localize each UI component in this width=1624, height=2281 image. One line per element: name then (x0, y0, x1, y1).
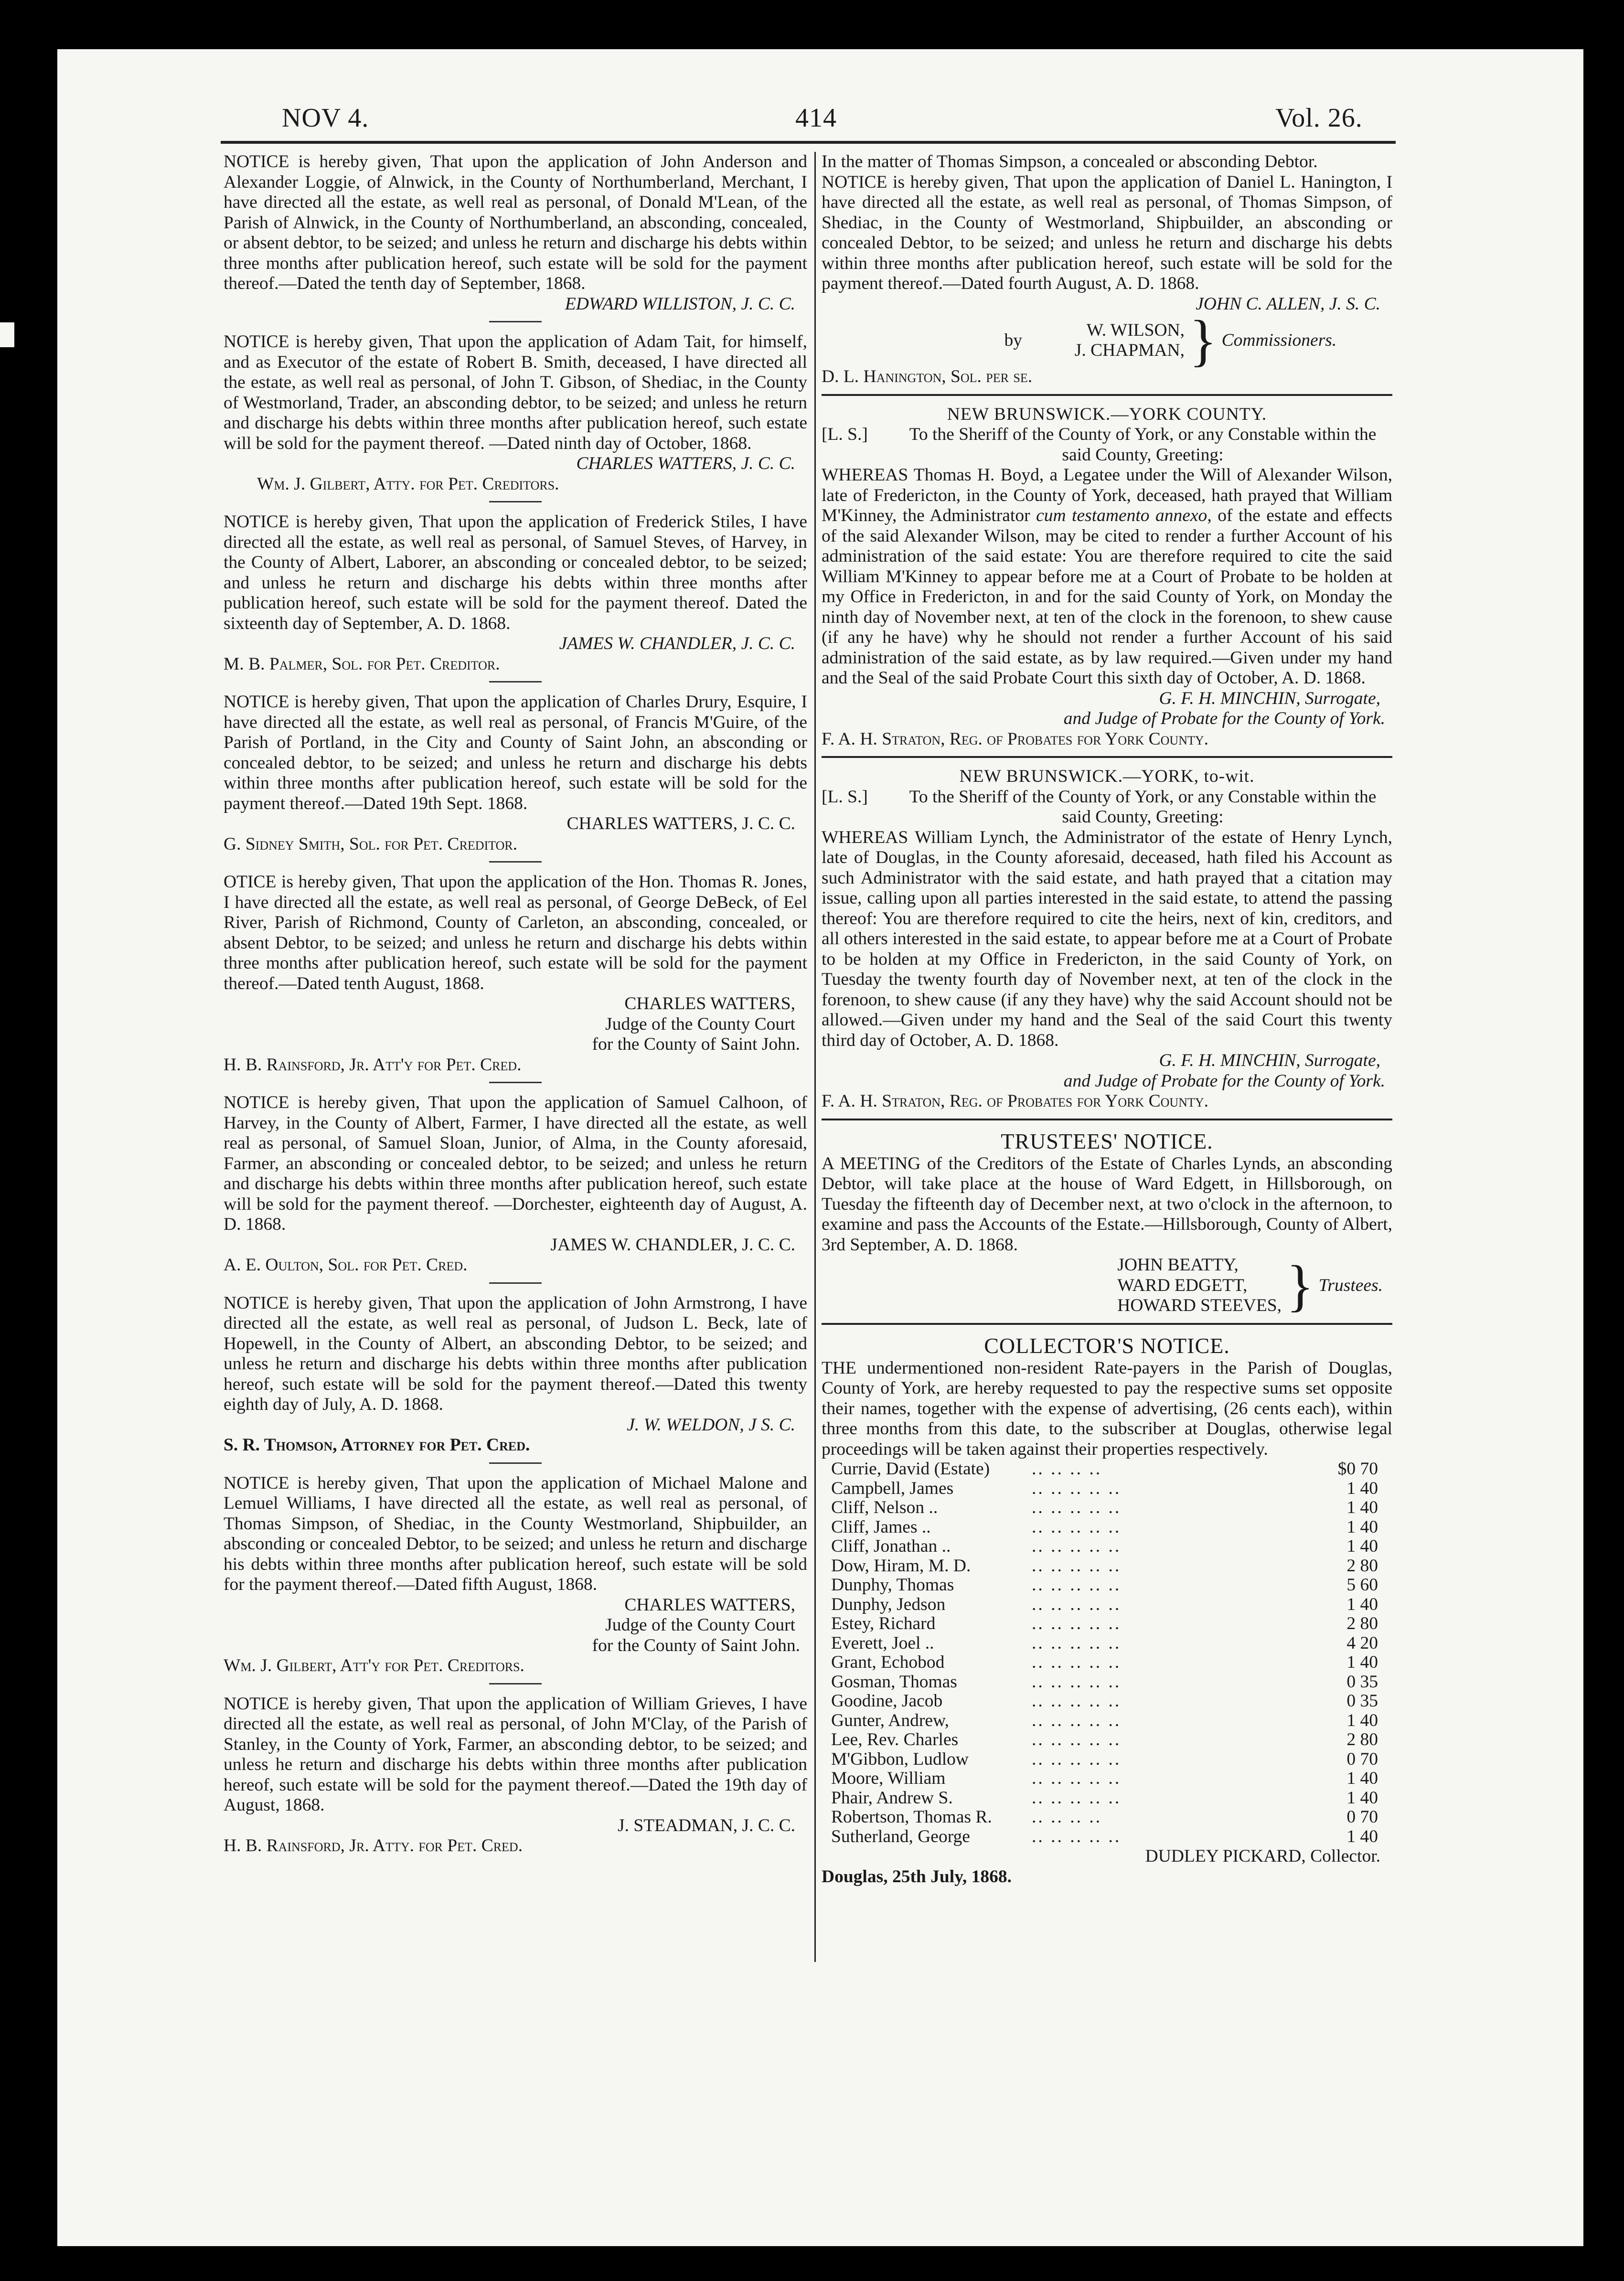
leader-dots: .. .. .. .. .. (1032, 1769, 1122, 1788)
commissioner-name: J. CHAPMAN, (1074, 341, 1185, 360)
amount: 5 60 (1346, 1575, 1378, 1595)
table-row (822, 1634, 1392, 1653)
leader-dots: .. .. .. .. .. (1032, 1498, 1122, 1517)
separator-rule (489, 501, 542, 502)
amount: 1 40 (1346, 1478, 1378, 1498)
notice-simpson (822, 152, 1392, 387)
notice-body: NOTICE is hereby given, That upon the application of Frederick Stiles, I have directed all the estate, as well real as personal, of Samuel Steves, of Harvey, in the County of Albert, Laborer, an absconding or concealed debtor, to be seized; and unless he return and discharge his debts within three months after publication hereof, such estate will be sold for the payment thereof. Dated the sixteenth day of September, A. D. 1868. (224, 512, 807, 633)
amount: 0 35 (1346, 1672, 1378, 1692)
ratepayer-name: M'Gibbon, Ludlow (831, 1749, 969, 1769)
notice-signature: CHARLES WATTERS, (624, 994, 795, 1013)
commissioner-names (1041, 320, 1185, 361)
separator-rule (489, 1683, 542, 1684)
greeting-block (822, 425, 1392, 465)
leader-dots: .. .. .. .. .. (1032, 1710, 1122, 1730)
leader-dots: .. .. .. .. .. (1032, 1556, 1122, 1576)
notice-signature: JAMES W. CHANDLER, J. C. C. (559, 634, 795, 653)
place-date: Douglas, 25th July, 1868. (822, 1866, 1012, 1887)
notice-body: NOTICE is hereby given, That upon the application of Charles Drury, Esquire, I have directed all the estate, as well real as personal, of Francis M'Guire, of the Parish of Portland, in the City and County of Saint John, an absconding or concealed debtor, to be seized; and unless he return and discharge his debts within three months after publication hereof, such estate will be sold for the payment thereof.—Dated 19th Sept. 1868. (224, 692, 807, 813)
ratepayer-name: Dunphy, Jedson (831, 1594, 946, 1614)
attorney-line: Wm. J. Gilbert, Att'y for Pet. Creditors. (224, 1656, 524, 1675)
amount: 4 20 (1346, 1633, 1378, 1653)
ratepayer-name: Sutherland, George (831, 1826, 970, 1846)
notice-heading: NEW BRUNSWICK.—YORK COUNTY. (947, 404, 1267, 424)
notice-grieves (224, 1694, 807, 1856)
trustee-name: WARD EDGETT, (1117, 1275, 1248, 1295)
amount: 1 40 (1346, 1517, 1378, 1537)
notice-body: OTICE is hereby given, That upon the application of the Hon. Thomas R. Jones, I have directed all the estate, as well real as personal, of George DeBeck, of Eel River, Parish of Richmond, County of Carleton, an absconding, concealed, or absent Debtor, to be seized; and unless he return and discharge his debts within three months after publication hereof, such estate will be sold for the payment thereof.—Dated tenth August, 1868. (224, 872, 807, 993)
amount: 2 80 (1346, 1614, 1378, 1633)
notice-body: WHEREAS William Lynch, the Administrator of the estate of Henry Lynch, late of Douglas, in the County aforesaid, deceased, hath filed his Account as such Administrator with the said estate, and hath prayed that a citation may issue, calling upon all parties interested in the said estate, to attend the passing thereof: You are therefore required to cite the heirs, next of kin, creditors, and all others interested in the said estate, to appear before me at a Court of Probate to be holden at my Office in Fredericton, in the said County of York, on Tuesday the twenty fourth day of November next, at ten of the clock in the forenoon, to shew cause (if any they have) why the said Account should not be allowed.—Given under my hand and the Seal of the said Court this twenty third day of October, A. D. 1868. (822, 827, 1392, 1050)
table-row (822, 1673, 1392, 1692)
table-row (822, 1537, 1392, 1556)
leader-dots: .. .. .. .. .. (1032, 1575, 1122, 1595)
ratepayer-name: Robertson, Thomas R. (831, 1807, 992, 1827)
separator-rule (489, 1082, 542, 1083)
attorney-line: Wm. J. Gilbert, Atty. for Pet. Creditors. (257, 474, 559, 494)
leader-dots: .. .. .. .. .. (1032, 1517, 1122, 1537)
commissioners-block (822, 309, 1392, 372)
attorney-line: A. E. Oulton, Sol. for Pet. Cred. (224, 1255, 468, 1275)
notice-armstrong (224, 1293, 807, 1456)
leader-dots: .. .. .. .. .. (1032, 1672, 1122, 1692)
notice-drury (224, 692, 807, 854)
leader-dots: .. .. .. .. .. (1032, 1691, 1122, 1711)
amount: 1 40 (1346, 1769, 1378, 1788)
notice-trustees (822, 1129, 1392, 1316)
commissioner-name: W. WILSON, (1086, 320, 1185, 340)
signature-title: Judge of the County Court (605, 1615, 795, 1635)
notice-heading: TRUSTEES' NOTICE. (1001, 1129, 1213, 1153)
notice-body: NOTICE is hereby given, That upon the application of William Grieves, I have directed all the estate, as well real as personal, of John M'Clay, of the Parish of Stanley, in the County of York, Farmer, an absconding debtor, to be seized; and unless he return and discharge his debts within three months after publication hereof, such estate will be sold for the payment thereof.—Dated the 19th day of August, 1868. (224, 1694, 807, 1815)
notice-calhoon (224, 1093, 807, 1276)
notice-signature: CHARLES WATTERS, J. C. C. (566, 814, 795, 833)
notice-jones (224, 872, 807, 1075)
left-column (224, 152, 807, 1856)
ratepayer-name: Cliff, Jonathan .. (831, 1536, 951, 1556)
separator-rule (489, 321, 542, 322)
leader-dots: .. .. .. .. (1032, 1807, 1102, 1827)
ratepayer-name: Dow, Hiram, M. D. (831, 1556, 971, 1576)
section-rule (822, 1119, 1392, 1120)
notice-tait (224, 332, 807, 494)
trustees-label: Trustees. (1318, 1275, 1383, 1295)
header-rule (221, 141, 1396, 144)
signature-title: Judge of the County Court (605, 1014, 795, 1034)
signature-title: and Judge of Probate for the County of York. (1063, 709, 1385, 728)
body-text: WHEREAS Thomas H. Boyd, a Legatee under the Will of Alexander Wilson, late of Fredericton, in the County of York, deceased, hath prayed that William M'Kinney, the Administrator (822, 465, 1392, 525)
attorney-line: H. B. Rainsford, Jr. Att'y for Pet. Cred. (224, 1055, 522, 1075)
table-row (822, 1789, 1392, 1808)
amount: 1 40 (1346, 1498, 1378, 1517)
header-volume: Vol. 26. (1275, 103, 1363, 133)
separator-rule (489, 1282, 542, 1284)
notice-title: In the matter of Thomas Simpson, a concealed or absconding Debtor. (822, 152, 1318, 171)
ratepayer-name: Everett, Joel .. (831, 1633, 934, 1653)
amount: 1 40 (1346, 1652, 1378, 1672)
table-row (822, 1576, 1392, 1595)
notice-signature: JOHN C. ALLEN, J. S. C. (1196, 294, 1380, 314)
ratepayer-name: Cliff, Nelson .. (831, 1498, 938, 1517)
ratepayer-name: Cliff, James .. (831, 1517, 931, 1537)
table-row (822, 1827, 1392, 1847)
separator-rule (489, 861, 542, 863)
notice-stiles (224, 512, 807, 674)
notice-heading: COLLECTOR'S NOTICE. (984, 1333, 1230, 1358)
leader-dots: .. .. .. .. .. (1032, 1478, 1122, 1498)
trustee-names (1117, 1255, 1282, 1316)
by-label: by (1004, 330, 1022, 350)
amount: $0 70 (1337, 1459, 1378, 1479)
ratepayer-name: Moore, William (831, 1769, 946, 1788)
seal-mark: [L. S.] (822, 787, 868, 807)
table-row (822, 1711, 1392, 1731)
amount: 0 70 (1346, 1749, 1378, 1769)
trustee-name: JOHN BEATTY, (1117, 1255, 1239, 1275)
table-row (822, 1750, 1392, 1769)
ratepayer-name: Grant, Echobod (831, 1652, 945, 1672)
trustee-name: HOWARD STEEVES, (1117, 1296, 1282, 1315)
body-latin: cum testamento annexo (1036, 506, 1207, 525)
attorney-line: G. Sidney Smith, Sol. for Pet. Creditor. (224, 834, 518, 854)
signature-county: for the County of Saint John. (592, 1635, 800, 1655)
leader-dots: .. .. .. .. (1032, 1459, 1102, 1479)
amount: 1 40 (1346, 1594, 1378, 1614)
notice-body (822, 465, 1392, 689)
greeting: To the Sheriff of the County of York, or any Constable within the said County, Greeting: (909, 787, 1377, 827)
notice-malone (224, 1473, 807, 1676)
leader-dots: .. .. .. .. .. (1032, 1614, 1122, 1633)
notice-body: A MEETING of the Creditors of the Estate of Charles Lynds, an absconding Debtor, will take place at the house of Ward Edgett, in Hillsborough, on Tuesday the fifteenth day of December next, at two o'clock in the afternoon, to examine and pass the Accounts of the Estate.—Hillsborough, County of Albert, 3rd September, A. D. 1868. (822, 1153, 1392, 1255)
ratepayer-name: Gosman, Thomas (831, 1672, 957, 1692)
notice-body: NOTICE is hereby given, That upon the application of Samuel Calhoon, of Harvey, in the County of Albert, Farmer, I have directed all the estate, as well real as personal, of Samuel Sloan, Junior, of Alma, in the County aforesaid, Farmer, an absconding or concealed debtor, to be seized; and unless he return and discharge his debts within three months after publication hereof, such estate will be sold for the payment thereof. —Dorchester, eighteenth day of August, A. D. 1868. (224, 1093, 807, 1234)
table-row (822, 1614, 1392, 1634)
table-row (822, 1479, 1392, 1499)
table-row (822, 1653, 1392, 1673)
attorney-line: H. B. Rainsford, Jr. Atty. for Pet. Cred. (224, 1836, 523, 1855)
attorney-line: D. L. Hanington, Sol. per se. (822, 367, 1033, 386)
notice-signature: EDWARD WILLISTON, J. C. C. (565, 294, 795, 314)
notice-body: NOTICE is hereby given, That upon the application of Daniel L. Hanington, I have directed all the estate, as well real as personal, of Thomas Simpson, of Shediac, in the County of Westmorland, Shipbuilder, an absconding or concealed Debtor, to be seized; and unless he return and discharge his debts within three months after publication hereof, such estate will be sold for the payment thereof.—Dated fourth August, A. D. 1868. (822, 172, 1392, 293)
greeting-block (822, 787, 1392, 828)
leader-dots: .. .. .. .. .. (1032, 1633, 1122, 1653)
notice-york-to-wit (822, 767, 1392, 1112)
amount: 2 80 (1346, 1556, 1378, 1576)
trustees-block (822, 1255, 1392, 1316)
notice-body: NOTICE is hereby given, That upon the application of John Anderson and Alexander Loggie, of Alnwick, in the County of Northumberland, Merchant, I have directed all the estate, as well real as personal, of Donald M'Lean, of the Parish of Alnwick, in the County of Northumberland, an absconding, concealed, or absent debtor, to be seized; and unless he return and discharge his debts within three months after publication hereof, such estate will be sold for the payment thereof.—Dated the tenth day of September, 1868. (224, 152, 807, 293)
leader-dots: .. .. .. .. .. (1032, 1788, 1122, 1808)
table-row (822, 1460, 1392, 1479)
table-row (822, 1595, 1392, 1615)
notice-body: NOTICE is hereby given, That upon the application of Adam Tait, for himself, and as Executor of the estate of Robert B. Smith, deceased, I have directed all the estate, as well real as personal, of John T. Gibson, of Shediac, in the County of Westmorland, Trader, an absconding debtor, to be seized; and unless he return and discharge his debts within three months after publication hereof, such estate will be sold for the payment thereof. —Dated ninth day of October, 1868. (224, 332, 807, 453)
table-row (822, 1808, 1392, 1827)
notice-york-county (822, 405, 1392, 750)
ratepayer-name: Currie, David (Estate) (831, 1459, 990, 1479)
attorney-line: S. R. Thomson, Attorney for Pet. Cred. (224, 1435, 530, 1455)
ratepayer-name: Phair, Andrew S. (831, 1788, 953, 1808)
ratepayer-name: Goodine, Jacob (831, 1691, 943, 1711)
ratepayer-name: Campbell, James (831, 1478, 954, 1498)
header-page-number: 414 (795, 103, 837, 133)
ratepayer-name: Gunter, Andrew, (831, 1710, 950, 1730)
amount: 1 40 (1346, 1536, 1378, 1556)
ratepayer-name: Estey, Richard (831, 1614, 936, 1633)
commissioners-label: Commissioners. (1221, 330, 1337, 350)
greeting: To the Sheriff of the County of York, or any Constable within the said County, Greeting: (909, 425, 1377, 465)
signature-county: for the County of Saint John. (592, 1034, 800, 1054)
amount: 0 35 (1346, 1691, 1378, 1711)
notice-signature: J. W. WELDON, J S. C. (627, 1415, 795, 1435)
table-row (822, 1769, 1392, 1789)
notice-williston (224, 152, 807, 314)
section-rule (822, 756, 1392, 758)
table-row (822, 1518, 1392, 1537)
notice-signature: DUDLEY PICKARD, Collector. (1145, 1846, 1380, 1866)
registrar-line: F. A. H. Straton, Reg. of Probates for York County. (822, 729, 1209, 749)
leader-dots: .. .. .. .. .. (1032, 1652, 1122, 1672)
separator-rule (489, 1462, 542, 1464)
leader-dots: .. .. .. .. .. (1032, 1749, 1122, 1769)
ratepayers-table (822, 1460, 1392, 1846)
ratepayer-name: Dunphy, Thomas (831, 1575, 954, 1595)
amount: 2 80 (1346, 1730, 1378, 1749)
notice-signature: CHARLES WATTERS, (624, 1595, 795, 1615)
table-row (822, 1556, 1392, 1576)
table-row (822, 1498, 1392, 1518)
notice-body: THE undermentioned non-resident Rate-payers in the Parish of Douglas, County of York, are hereby requested to pay the respective sums set opposite their names, together with the expense of advertising, (26 cents each), within three months from this date, to the subscriber at Douglas, otherwise legal proceedings will be taken against their properties respectively. (822, 1358, 1392, 1459)
table-row (822, 1692, 1392, 1711)
notice-signature: JAMES W. CHANDLER, J. C. C. (550, 1235, 795, 1255)
amount: 0 70 (1346, 1807, 1378, 1827)
notice-body: NOTICE is hereby given, That upon the application of John Armstrong, I have directed all the estate, as well real as personal, of Judson L. Beck, late of Hopewell, in the County of Albert, an absconding Debtor, to be seized; and unless he return and discharge his debts within three months after publication hereof, such estate will be sold for the payment thereof.—Dated this twenty eighth day of July, A. D. 1868. (224, 1293, 807, 1414)
signature-title: and Judge of Probate for the County of York. (1063, 1071, 1385, 1091)
brace: } (1189, 309, 1217, 372)
header-date: NOV 4. (282, 103, 369, 133)
section-rule (822, 1323, 1392, 1325)
amount: 1 40 (1346, 1710, 1378, 1730)
seal-mark: [L. S.] (822, 425, 868, 444)
separator-rule (489, 681, 542, 682)
ratepayer-name: Lee, Rev. Charles (831, 1730, 959, 1749)
notice-signature: CHARLES WATTERS, J. C. C. (576, 454, 795, 473)
notice-collector (822, 1333, 1392, 1887)
amount: 1 40 (1346, 1788, 1378, 1808)
notice-signature: G. F. H. MINCHIN, Surrogate, (1159, 688, 1380, 708)
notice-signature: J. STEADMAN, J. C. C. (618, 1815, 795, 1835)
notice-body: NOTICE is hereby given, That upon the application of Michael Malone and Lemuel Williams, I have directed all the estate, as well real as personal, of Thomas Simpson, of Shediac, in the County Westmorland, Shipbuilder, an absconding or concealed Debtor, to be seized; and unless he return and discharge his debts within three months after publication hereof, such estate will be sold for the payment thereof.—Dated fifth August, 1868. (224, 1473, 807, 1594)
table-row (822, 1730, 1392, 1750)
body-text: , of the estate and effects of the said Alexander Wilson, may be cited to render a further Account of his administration of the said estate: You are therefore required to cite the said William M'Kinney to appear before me at a Court of Probate to be holden at my Office in Fredericton, in and for the said County of York, on Monday the ninth day of November next, at ten of the clock in the forenoon, to shew cause (if any he have) why he should not render a further Account of his said administration of the said estate, as by law required.—Given under my hand and the Seal of the said Probate Court this sixth day of October, A. D. 1868. (822, 506, 1392, 688)
registrar-line: F. A. H. Straton, Reg. of Probates for York County. (822, 1091, 1209, 1111)
amount: 1 40 (1346, 1826, 1378, 1846)
leader-dots: .. .. .. .. .. (1032, 1826, 1122, 1846)
column-divider (814, 152, 816, 1962)
notice-signature: G. F. H. MINCHIN, Surrogate, (1159, 1051, 1380, 1070)
notice-heading: NEW BRUNSWICK.—YORK, to-wit. (959, 767, 1255, 786)
leader-dots: .. .. .. .. .. (1032, 1594, 1122, 1614)
right-column (822, 152, 1392, 1887)
leader-dots: .. .. .. .. .. (1032, 1536, 1122, 1556)
leader-dots: .. .. .. .. .. (1032, 1730, 1122, 1749)
brace: } (1286, 1253, 1314, 1317)
section-rule (822, 394, 1392, 396)
edge-tab (0, 322, 14, 347)
attorney-line: M. B. Palmer, Sol. for Pet. Creditor. (224, 654, 500, 674)
